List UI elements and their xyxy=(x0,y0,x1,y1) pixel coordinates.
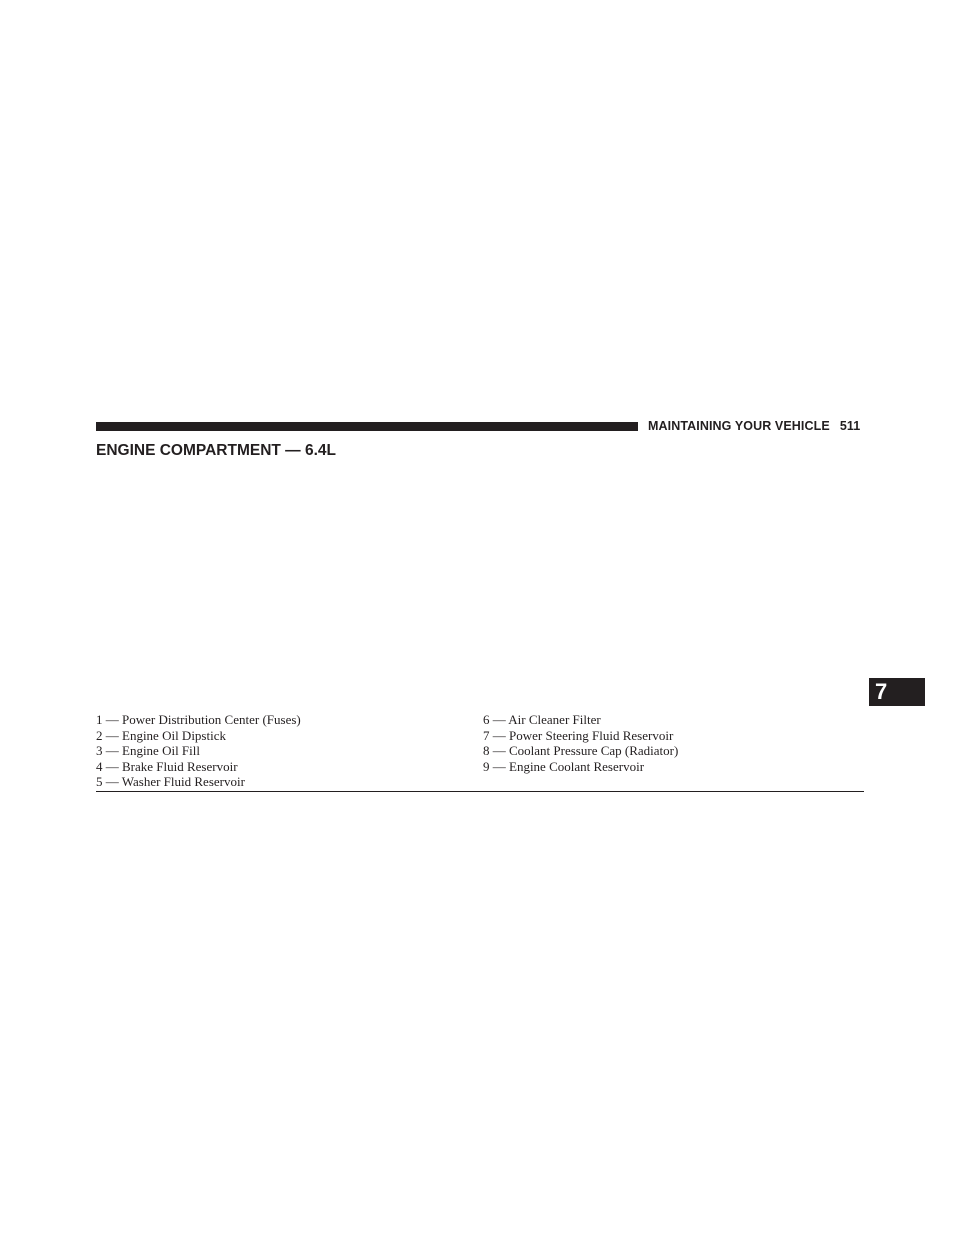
legend-item: 1 — Power Distribution Center (Fuses) xyxy=(96,712,301,727)
legend-item: 9 — Engine Coolant Reservoir xyxy=(483,758,645,774)
page-number: 511 xyxy=(839,419,861,433)
legend-item: 7 — Power Steering Fluid Reservoir xyxy=(483,727,674,743)
legend-item: 8 — Coolant Pressure Cap (Radiator) xyxy=(483,743,679,759)
running-header xyxy=(648,419,860,434)
header-rule xyxy=(96,422,638,431)
legend-right xyxy=(483,712,678,774)
legend-item: 6 — Air Cleaner Filter xyxy=(483,712,601,727)
caption-rule xyxy=(96,791,864,792)
section-heading: ENGINE COMPARTMENT — 6.4L xyxy=(96,442,336,459)
header-title: MAINTAINING YOUR VEHICLE xyxy=(648,419,830,433)
legend-left xyxy=(96,712,301,790)
legend-item: 2 — Engine Oil Dipstick xyxy=(96,727,226,743)
legend-item: 5 — Washer Fluid Reservoir xyxy=(96,774,245,790)
legend-item: 4 — Brake Fluid Reservoir xyxy=(96,758,238,774)
legend-item: 3 — Engine Oil Fill xyxy=(96,743,200,759)
engine-compartment-figure xyxy=(96,468,864,708)
chapter-tab: 7 xyxy=(869,678,925,706)
